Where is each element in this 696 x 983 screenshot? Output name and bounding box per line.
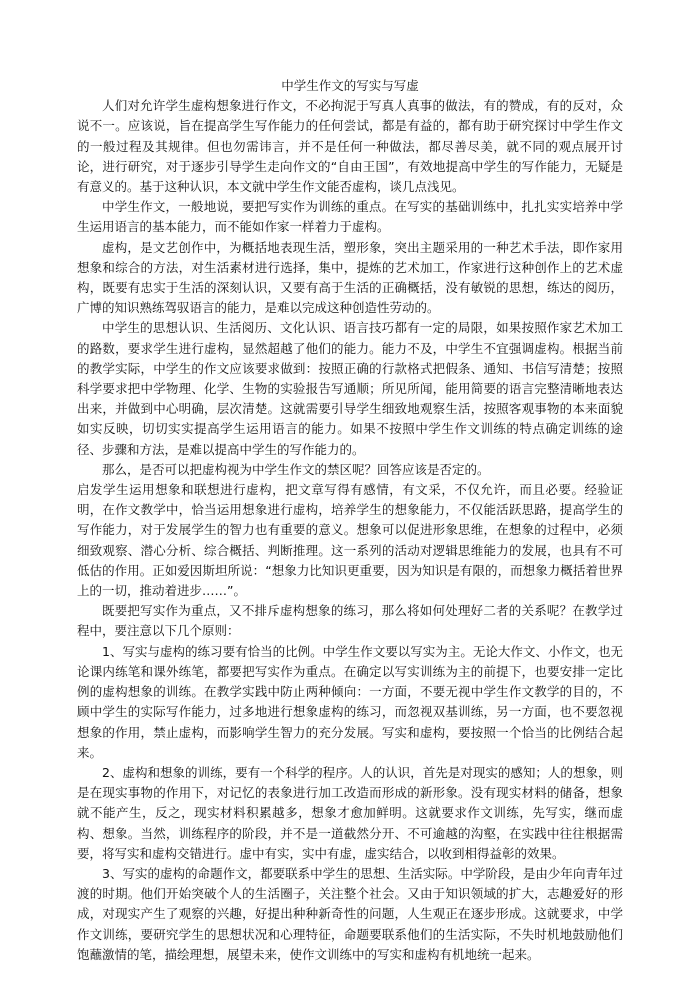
paragraph-6: 启发学生运用想象和联想进行虚构，把文章写得有感情，有文采，不仅允许，而且必要。经验证明，在作文教学中，恰当运用想象进行虚构，培养学生的想象能力，不仅能活跃思路，提高学生的写作能力，对于发展学生的智力也有重要的意义。想象可以促进形象思维，在想象的过程中，必须细致观察、潜心分析、综合概括、判断推理。这一系列的活动对逻辑思维能力的发展，也具有不可低估的作用。正如爱因斯坦所说：“想象力比知识更重要，因为知识是有限的，而想象力概括着世界上的一切，推动着进步……”。 [77,482,623,599]
principle-2: 2、虚构和想象的训练，要有一个科学的程序。人的认识，首先是对现实的感知；人的想象，则是在现实事物的作用下，对记忆的表象进行加工改造而形成的新形象。没有现实材料的储备，想象就不能产生，反之，现实材料积累越多，想象才愈加鲜明。这就要求作文训练，先写实，继而虚构、想象。当然，训练程序的阶段，并不是一道截然分开、不可逾越的沟壑，在实践中往往根据需要，将写实和虚构交错进行。虚中有实，实中有虚，虚实结合，以收到相得益彰的效果。 [77,764,623,861]
paragraph-4: 中学生的思想认识、生活阅历、文化认识、语言技巧都有一定的局限，如果按照作家艺术加工的路数，要求学生进行虚构，显然超越了他们的能力。能力不及，中学生不宜强调虚构。根据当前的教学实际，中学生的作文应该要求做到：按照正确的行款格式把假条、通知、书信写清楚；按照科学要求把中学物理、化学、生物的实验报告写通顺；所见所闻，能用简要的语言完整清晰地表达出来，并做到中心明确，层次清楚。这就需要引导学生细致地观察生活，按照客观事物的本来面貌如实反映，切切实实提高学生运用语言的能力。如果不按照中学生作文训练的特点确定训练的途径、步骤和方法，是难以提高中学生的写作能力的。 [77,320,623,457]
document-page [77,76,623,965]
paragraph-1: 人们对允许学生虚构想象进行作文，不必拘泥于写真人真事的做法，有的赞成，有的反对，众说不一。应该说，旨在提高学生写作能力的任何尝试，都是有益的，都有助于研究探讨中学生作文的一般过程及其规律。但也勿需讳言，并不是任何一种做法，都尽善尽美，就不同的观点展开讨论，进行研究，对于逐步引导学生走向作文的“自由王国”，有效地提高中学生的写作能力，无疑是有意义的。基于这种认识，本文就中学生作文能否虚构，谈几点浅见。 [77,98,623,195]
principle-1: 1、写实与虚构的练习要有恰当的比例。中学生作文要以写实为主。无论大作文、小作文，也无论课内练笔和课外练笔，都要把写实作为重点。在确定以写实训练为主的前提下，也要安排一定比例的虚构想象的训练。在教学实践中防止两种倾向：一方面，不要无视中学生作文教学的目的，不顾中学生的实际写作能力，过多地进行想象虚构的练习，而忽视双基训练，另一方面，也不要忽视想象的作用，禁止虚构，而影响学生智力的充分发展。写实和虚构，要按照一个恰当的比例结合起来。 [77,643,623,760]
paragraph-3: 虚构，是文艺创作中，为概括地表现生活，塑形象，突出主题采用的一种艺术手法，即作家用想象和综合的方法，对生活素材进行选择，集中，提炼的艺术加工，作家进行这种创作上的艺术虚构，既要有忠实于生活的深刻认识，又要有高于生活的正确概括，没有敏锐的思想，练达的阅历，广博的知识熟练驾驭语言的能力，是难以完成这种创造性劳动的。 [77,239,623,316]
document-title: 中学生作文的写实与写虚 [281,78,419,93]
paragraph-2: 中学生作文，一般地说，要把写实作为训练的重点。在写实的基础训练中，扎扎实实培养中学生运用语言的基本能力，而不能如作家一样着力于虚构。 [77,199,623,235]
paragraph-5: 那么，是否可以把虚构视为中学生作文的禁区呢？回答应该是否定的。 [102,461,490,477]
paragraph-7: 既要把写实作为重点，又不排斥虚构想象的练习，那么将如何处理好二者的关系呢？在教学过程中，要注意以下几个原则： [77,603,623,639]
principle-3: 3、写实的虚构的命题作文，都要联系中学生的思想、生活实际。中学阶段，是由少年向青年过渡的时期。他们开始突破个人的生活圈子，关注整个社会。又由于知识领域的扩大，志趣爱好的形成，对现实产生了观察的兴趣，好提出种种新奇性的问题，人生观正在逐步形成。这就要求，中学作文训练，要研究学生的思想状况和心理特征，命题要联系他们的生活实际，不失时机地鼓励他们饱蘸激情的笔，描绘理想，展望未来，使作文训练中的写实和虚构有机地统一起来。 [77,865,623,962]
